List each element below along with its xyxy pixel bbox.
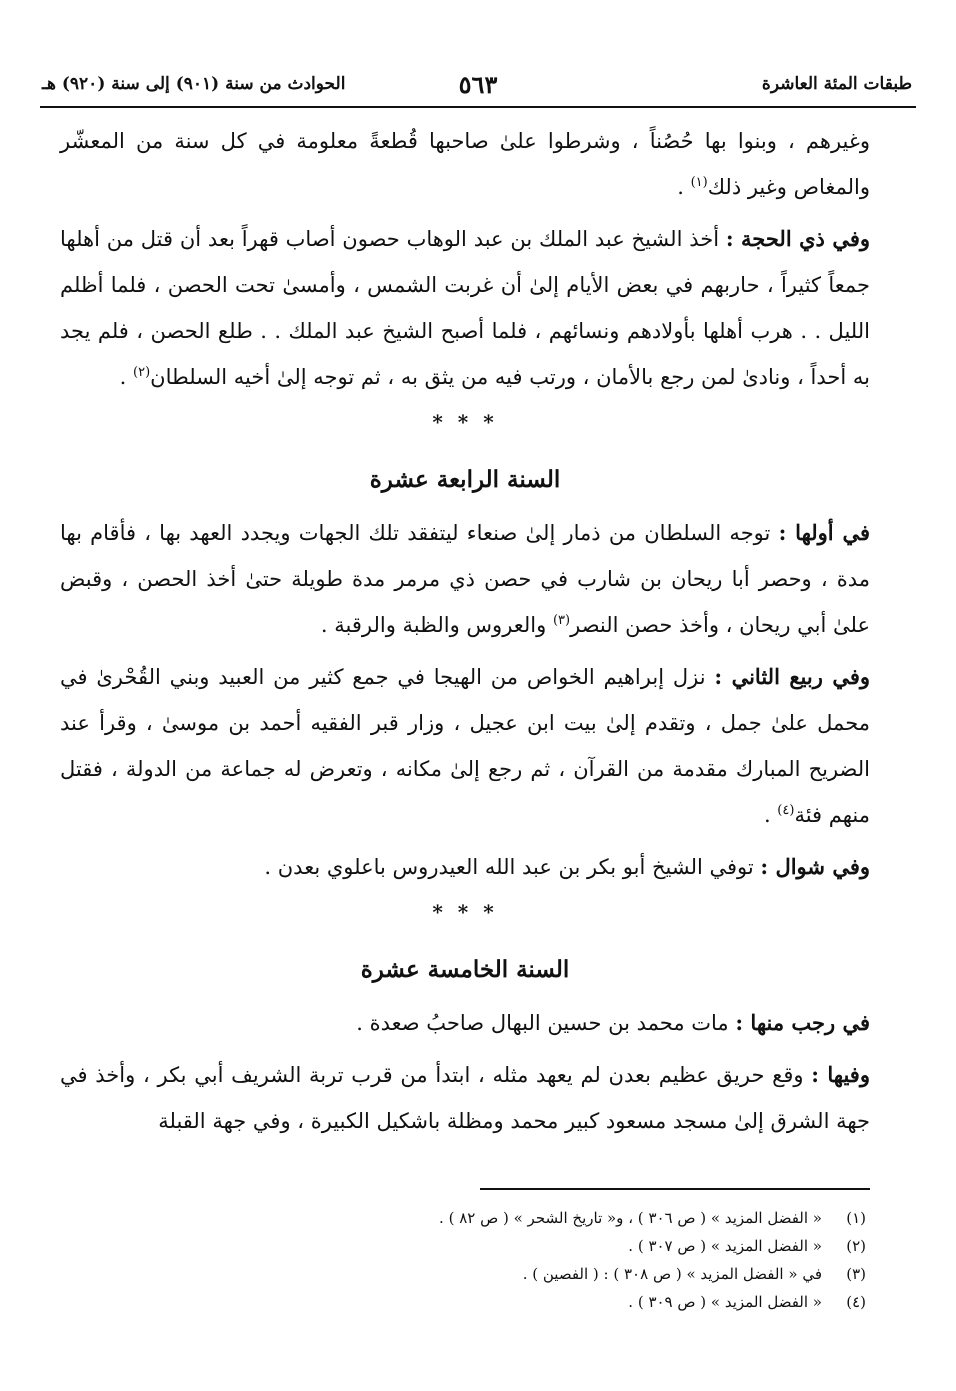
section-separator: * * * (432, 900, 498, 924)
page-number: ٥٦٣ (458, 70, 498, 99)
section-heading: السنة الخامسة عشرة (360, 956, 570, 983)
paragraph-text: توفي الشيخ أبو بكر بن عبد الله العيدروس باعلوي بعدن . (264, 855, 761, 879)
paragraph (60, 510, 870, 648)
footnote (166, 1288, 866, 1316)
paragraph-text: وقع حريق عظيم بعدن لم يعهد مثله ، ابتدأ من قرب تربة الشريف أبي بكر ، وأخذ في جهة الشرق إلىٰ مسجد مسعود كبير محمد ومظلة باشكيل الكبيرة ، وفي جهة القبلة (60, 1063, 870, 1133)
paragraph (60, 1000, 870, 1046)
footnotes (166, 1204, 866, 1316)
paragraph-lead: وفي ذي الحجة : (725, 226, 871, 251)
footnote-number: (٤) (846, 1293, 866, 1311)
footnote-number: (١) (846, 1209, 866, 1227)
footnote (166, 1204, 866, 1232)
paragraph (60, 844, 870, 890)
footnote-text: في « الفضل المزيد » ( ص ٣٠٨ ) : ( الفصين ) . (522, 1265, 822, 1283)
section-heading: السنة الرابعة عشرة (369, 466, 561, 493)
paragraph-text: مات محمد بن حسين البهال صاحبُ صعدة . (356, 1011, 736, 1035)
footnote-marker: (٢) (133, 365, 151, 380)
footnote-marker: (٤) (777, 803, 795, 818)
footnote (166, 1232, 866, 1260)
paragraph-lead: في أولها : (778, 520, 870, 545)
paragraph-lead: في رجب منها : (735, 1010, 870, 1035)
footnote-marker: (٣) (552, 613, 571, 628)
footnote-number: (٢) (846, 1237, 866, 1255)
paragraph (60, 654, 870, 838)
paragraph-end: . (677, 175, 691, 199)
footnote-number: (٣) (846, 1265, 866, 1283)
page-header (40, 70, 916, 110)
header-rule (40, 106, 916, 108)
paragraph-lead: وفي شوال : (760, 854, 870, 879)
paragraph (60, 1052, 870, 1144)
paragraph (60, 118, 870, 210)
main-text (60, 118, 870, 1150)
paragraph-text: وغيرهم ، وبنوا بها حُصُناً ، وشرطوا علىٰ صاحبها قُطعةً معلومة في كل سنة من المعشّر والمغاص وغير ذلك (60, 129, 870, 199)
paragraph-end: والعروس والظبة والرقبة . (320, 613, 553, 637)
book-title: طبقات المئة العاشرة (761, 74, 912, 94)
section-separator: * * * (432, 410, 498, 434)
paragraph-end: . (763, 803, 778, 827)
footnote-rule (480, 1188, 870, 1190)
footnote-text: « الفضل المزيد » ( ص ٣٠٧ ) . (628, 1237, 822, 1255)
footnote-marker: (١) (690, 175, 708, 190)
paragraph-text: أخذ الشيخ عبد الملك بن عبد الوهاب حصون أصاب قهراً بعد أن قتل من أهلها جمعاً كثيراً ، حاربهم في بعض الأيام إلىٰ أن غربت الشمس ، وأمسىٰ تحت الحصن ، فلما أظلم الليل . . هرب أهلها بأولادهم ونسائهم ، فلما أصبح الشيخ عبد الملك . . طلع الحصن ، فلم يجد به أحداً ، ونادىٰ لمن رجع بالأمان ، ورتب فيه من يثق به ، ثم توجه إلىٰ أخيه السلطان (60, 227, 870, 389)
paragraph-end: . (119, 365, 134, 389)
paragraph-text: نزل إبراهيم الخواص من الهيجا في جمع كثير من العبيد وبني القُحْرىٰ في محمل علىٰ جمل ، وتقدم إلىٰ بيت ابن عجيل ، وزار قبر الفقيه أحمد بن موسىٰ ، وقرأ عند الضريح المبارك مقدمة من القرآن ، ثم رجع إلىٰ مكانه ، وتعرض له جماعة من الدولة ، فقتل منهم فئة (60, 665, 870, 827)
paragraph-lead: وفيها : (811, 1062, 870, 1087)
paragraph-lead: وفي ربيع الثاني : (714, 664, 871, 689)
running-title: الحوادث من سنة (٩٠١) إلى سنة (٩٢٠) هـ (42, 74, 346, 94)
footnote-text: « الفضل المزيد » ( ص ٣٠٦ ) ، و« تاريخ الشحر » ( ص ٨٢ ) . (439, 1209, 822, 1227)
footnote (166, 1260, 866, 1288)
paragraph (60, 216, 870, 400)
paragraph-text: توجه السلطان من ذمار إلىٰ صنعاء ليتفقد تلك الجهات ويجدد العهد بها ، فأقام بها مدة ، وحصر أبا ريحان بن شارب في حصن ذي مرمر مدة طويلة حتىٰ أخذ الحصن ، وقبض علىٰ أبي ريحان ، وأخذ حصن النصر (60, 521, 870, 637)
footnote-text: « الفضل المزيد » ( ص ٣٠٩ ) . (628, 1293, 822, 1311)
